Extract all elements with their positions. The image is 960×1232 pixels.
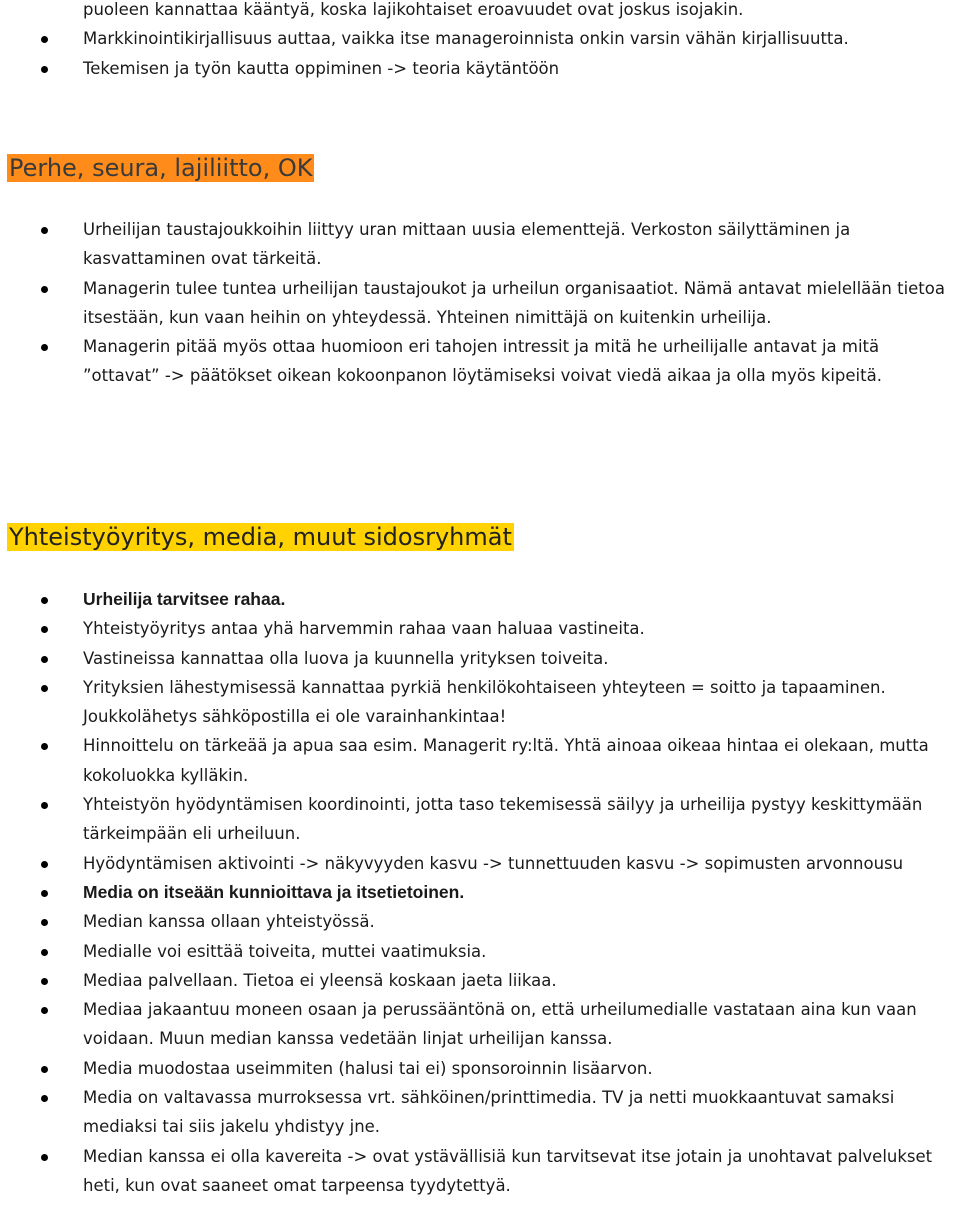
bullet-icon	[41, 626, 48, 633]
list-item	[0, 24, 960, 53]
list-item	[0, 731, 960, 790]
list-item-text: Mediaa palvellaan. Tietoa ei yleensä koskaan jaeta liikaa.	[83, 970, 557, 990]
bullet-icon	[41, 1007, 48, 1014]
list-item-text: Yrityksien lähestymisessä kannattaa pyrkiä henkilökohtaiseen yhteyteen = soitto ja tapaaminen. Joukkolähetys sähköpostilla ei ole varainhankintaa!	[83, 677, 886, 727]
bullet-icon	[41, 344, 48, 351]
list-item	[0, 614, 960, 643]
section-heading-partners	[5, 522, 516, 552]
list-item	[0, 673, 960, 732]
list-item	[0, 1083, 960, 1142]
list-item	[0, 274, 960, 333]
list-item	[0, 1054, 960, 1083]
section2-list	[0, 585, 960, 1200]
list-item-text: Medialle voi esittää toiveita, muttei vaatimuksia.	[83, 941, 487, 961]
bullet-icon	[41, 978, 48, 985]
bullet-icon	[41, 802, 48, 809]
list-item	[0, 332, 960, 391]
bullet-icon	[41, 36, 48, 43]
bullet-icon	[41, 227, 48, 234]
bullet-icon	[41, 743, 48, 750]
section-heading-family	[5, 153, 316, 183]
bullet-icon	[41, 1066, 48, 1073]
bullet-icon	[41, 1154, 48, 1161]
list-item-text: Median kanssa ei olla kavereita -> ovat ystävällisiä kun tarvitsevat itse jotain ja unohtavat palvelukset heti, kun ovat saaneet omat tarpeensa tyydytettyä.	[83, 1146, 933, 1195]
section1-list	[0, 215, 960, 391]
section-heading-text: Yhteistyöyritys, media, muut sidosryhmät	[9, 523, 512, 551]
list-item	[0, 1142, 960, 1201]
top-list	[0, 0, 960, 83]
bullet-icon	[41, 286, 48, 293]
bullet-icon	[41, 656, 48, 663]
bullet-icon	[41, 66, 48, 73]
list-item	[0, 54, 960, 83]
section-heading-text: Perhe, seura, lajiliitto, OK	[9, 154, 313, 182]
list-item	[0, 937, 960, 966]
list-item-text: Mediaa jakaantuu moneen osaan ja perussääntönä on, että urheilumedialle vastataan aina kun vaan voidaan. Muun median kanssa vedetään linjat urheilijan kanssa.	[83, 1000, 917, 1049]
list-item-text: Media on valtavassa murroksessa vrt. sähköinen/printtimedia. TV ja netti muokkaantuvat samaksi mediaksi tai siis jakelu yhdistyy jne.	[83, 1088, 895, 1137]
list-item-text: Managerin pitää myös ottaa huomioon eri tahojen intressit ja mitä he urheilijalle antavat ja mitä ”ottavat” -> päätökset oikean kokoonpanon löytämiseksi voivat viedä aikaa ja olla myös kipeitä.	[83, 337, 882, 386]
list-item	[0, 878, 960, 907]
list-item-text: Hinnoittelu on tärkeää ja apua saa esim. Managerit ry:ltä. Yhtä ainoaa oikeaa hintaa ei olekaan, mutta kokoluokka kylläkin.	[83, 736, 929, 785]
list-item-text: Managerin tulee tuntea urheilijan taustajoukot ja urheilun organisaatiot. Nämä antavat mielellään tietoa itsestään, kun vaan heihin on yhteydessä. Yhteinen nimittäjä on kuitenkin urheilija.	[83, 278, 945, 327]
list-item	[0, 995, 960, 1054]
list-item	[0, 849, 960, 878]
list-item-text: Median kanssa ollaan yhteistyössä.	[83, 912, 375, 932]
list-item	[0, 585, 960, 614]
list-item	[0, 644, 960, 673]
list-item-text: Urheilijan taustajoukkoihin liittyy uran mittaan uusia elementtejä. Verkoston säilyttäminen ja kasvattaminen ovat tärkeitä.	[83, 220, 851, 269]
list-item-text: puoleen kannattaa kääntyä, koska lajikohtaiset eroavuudet ovat joskus isojakin.	[83, 0, 744, 19]
bullet-icon	[41, 1095, 48, 1102]
list-item-text: Media on itseään kunnioittava ja itsetietoinen.	[83, 881, 465, 902]
list-item-text: Media muodostaa useimmiten (halusi tai ei) sponsoroinnin lisäarvon.	[83, 1058, 653, 1078]
list-item-text: Yhteistyöyritys antaa yhä harvemmin rahaa vaan haluaa vastineita.	[83, 619, 645, 639]
bullet-icon	[41, 861, 48, 868]
bullet-icon	[41, 685, 48, 692]
list-item	[0, 790, 960, 849]
list-item-text: Hyödyntämisen aktivointi -> näkyvyyden kasvu -> tunnettuuden kasvu -> sopimusten arvonnousu	[83, 853, 904, 873]
list-item	[0, 966, 960, 995]
bullet-icon	[41, 890, 48, 897]
bullet-icon	[41, 597, 48, 604]
bullet-icon	[41, 919, 48, 926]
list-item-text: Tekemisen ja työn kautta oppiminen -> teoria käytäntöön	[83, 58, 560, 78]
list-item-continuation	[0, 0, 960, 24]
list-item-text: Urheilija tarvitsee rahaa.	[83, 589, 286, 609]
list-item-text: Vastineissa kannattaa olla luova ja kuunnella yrityksen toiveita.	[83, 648, 609, 668]
list-item-text: Yhteistyön hyödyntämisen koordinointi, jotta taso tekemisessä säilyy ja urheilija pystyy keskittymään tärkeimpään eli urheiluun.	[83, 795, 923, 844]
list-item	[0, 907, 960, 936]
list-item-text: Markkinointikirjallisuus auttaa, vaikka itse manageroinnista onkin varsin vähän kirjallisuutta.	[83, 29, 849, 49]
bullet-icon	[41, 949, 48, 956]
list-item	[0, 215, 960, 274]
